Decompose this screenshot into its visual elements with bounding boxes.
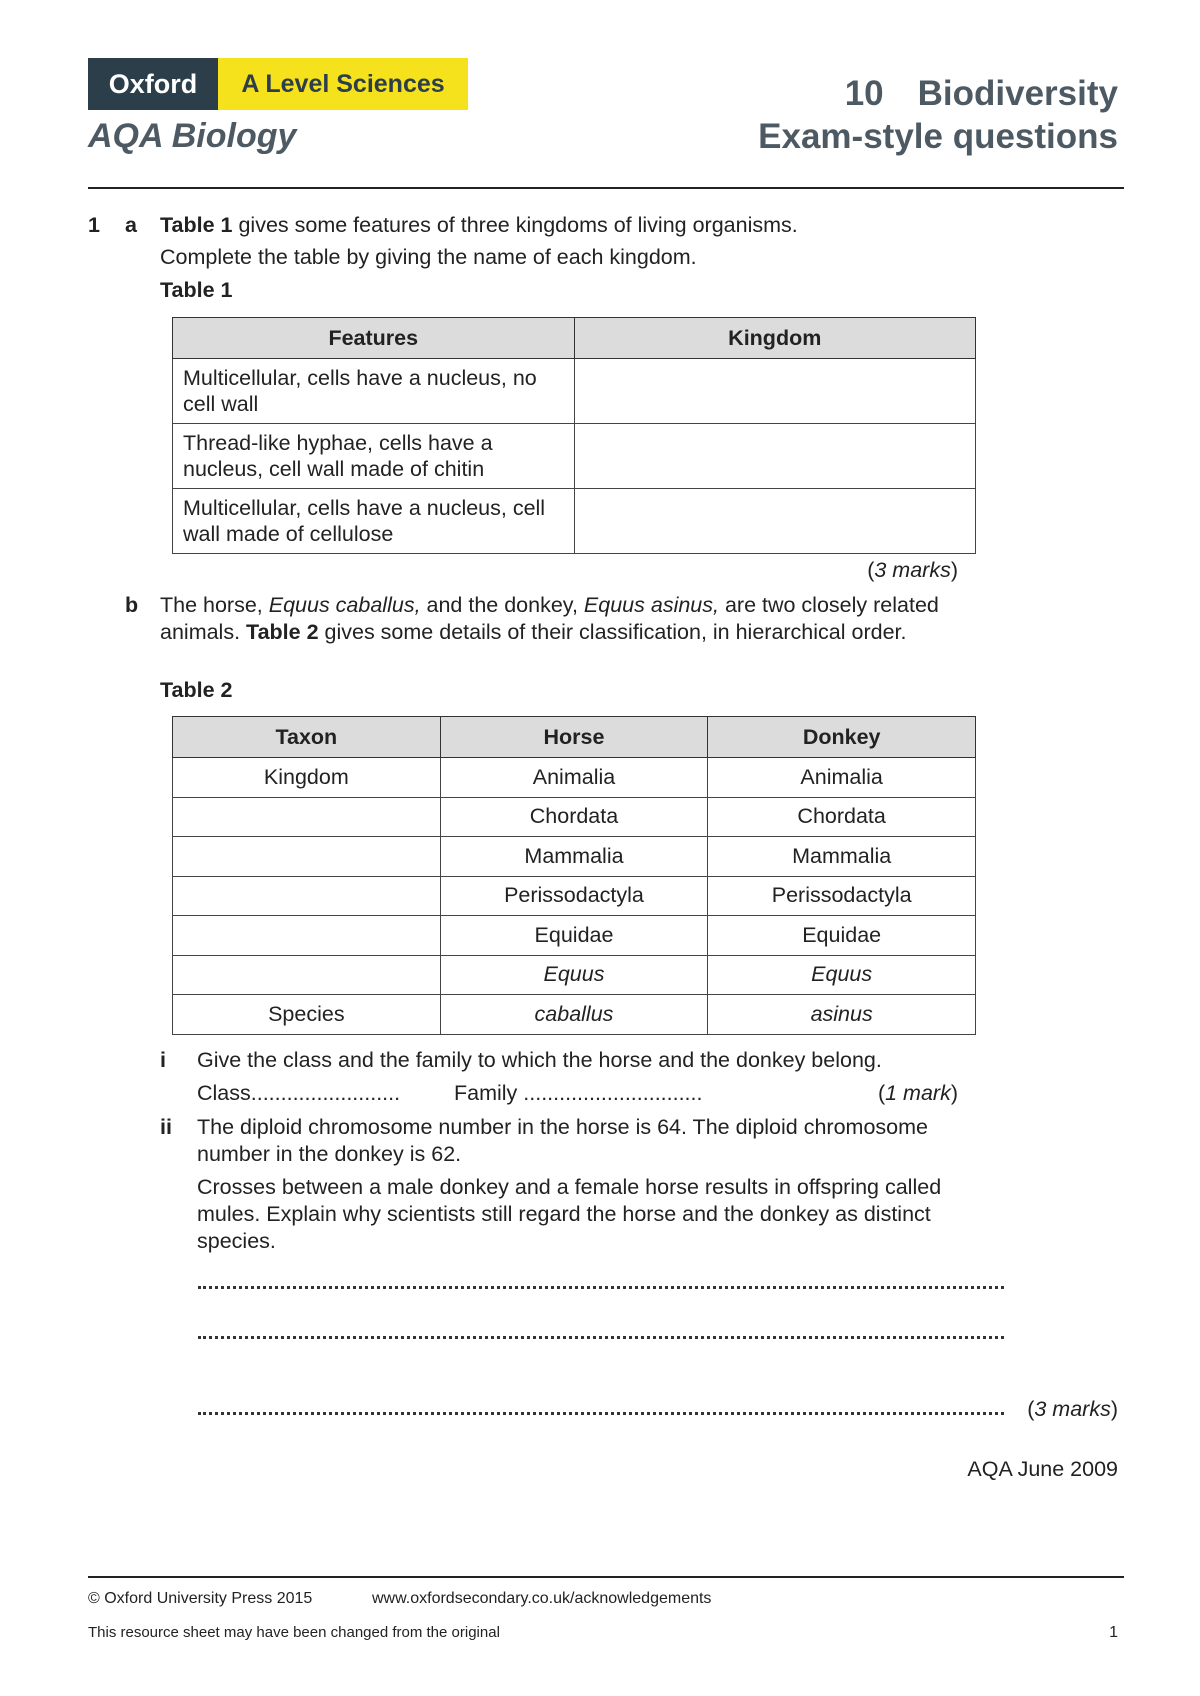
table-2 [172,716,976,1035]
taxon-cell[interactable] [173,876,441,916]
donkey-cell: Animalia [708,758,976,798]
donkey-cell: Mammalia [708,837,976,877]
answer-line[interactable] [198,1336,1004,1339]
taxon-cell: Species [173,995,441,1035]
part-a-instruction: Complete the table by giving the name of each kingdom. [160,245,697,269]
part-b-letter: b [125,593,139,617]
subject-title: AQA Biology [88,117,297,155]
footer-divider [88,1576,1124,1578]
donkey-cell: asinus [708,995,976,1035]
subpart-ii-marks: (3 marks) [1027,1397,1118,1421]
table1-header-features: Features [173,318,575,359]
table-row [173,955,976,995]
horse-cell: Equus [440,955,708,995]
question-source: AQA June 2009 [967,1457,1118,1481]
question-number: 1 [88,213,100,237]
table-row [173,424,976,489]
table2-header-donkey: Donkey [708,717,976,758]
table-row [173,837,976,877]
taxon-cell[interactable] [173,837,441,877]
taxon-cell[interactable] [173,955,441,995]
table-row [173,995,976,1035]
table1-header-kingdom: Kingdom [574,318,976,359]
horse-cell: Perissodactyla [440,876,708,916]
part-a-intro: Table 1 gives some features of three kingdoms of living organisms. [160,213,798,237]
table-row [173,876,976,916]
series-logo: A Level Sciences [218,58,468,110]
table-row [173,489,976,554]
feature-cell: Multicellular, cells have a nucleus, no cell wall [173,359,575,424]
horse-cell: caballus [440,995,708,1035]
copyright: © Oxford University Press 2015 [88,1590,313,1607]
table-row [173,797,976,837]
acknowledgements-link[interactable]: www.oxfordsecondary.co.uk/acknowledgements [372,1590,712,1607]
header-divider [88,187,1124,189]
chapter-heading [845,74,1118,114]
part-a-letter: a [125,213,137,237]
subpart-i-question: Give the class and the family to which the horse and the donkey belong. [197,1048,882,1072]
doc-type: Exam-style questions [758,117,1118,156]
table-row [173,916,976,956]
kingdom-answer-cell[interactable] [574,424,976,489]
horse-cell: Mammalia [440,837,708,877]
chapter-number: 10 [844,74,884,113]
table2-caption: Table 2 [160,678,233,702]
subpart-i-marks: (1 mark) [877,1081,958,1105]
chapter-title: Biodiversity [917,74,1118,113]
kingdom-answer-cell[interactable] [574,489,976,554]
oxford-logo: Oxford [88,58,218,110]
table-row [173,758,976,798]
subpart-ii-text2: Crosses between a male donkey and a female horse results in offspring called mules. Explain why scientists still regard the horse and the donkey as distinct species. [197,1175,942,1253]
table-row [173,359,976,424]
donkey-cell: Equus [708,955,976,995]
class-answer-field[interactable]: Class......................... [197,1081,401,1105]
part-a-marks: (3 marks) [867,558,958,582]
feature-cell: Multicellular, cells have a nucleus, cell wall made of cellulose [173,489,575,554]
page-number: 1 [1109,1624,1118,1641]
feature-cell: Thread-like hyphae, cells have a nucleus, cell wall made of chitin [173,424,575,489]
family-answer-field[interactable]: Family .............................. [454,1081,703,1105]
horse-cell: Animalia [440,758,708,798]
answer-line[interactable] [198,1412,1004,1415]
taxon-cell[interactable] [173,916,441,956]
part-b-intro: The horse, Equus caballus, and the donkey, Equus asinus, are two closely related animals. Table 2 gives some details of their classification, in hierarchical order. [160,593,939,644]
disclaimer: This resource sheet may have been changed from the original [88,1624,500,1641]
donkey-cell: Equidae [708,916,976,956]
donkey-cell: Perissodactyla [708,876,976,916]
donkey-cell: Chordata [708,797,976,837]
subpart-i-label: i [160,1048,166,1072]
table1-caption: Table 1 [160,278,233,302]
table-1 [172,317,976,554]
taxon-cell: Kingdom [173,758,441,798]
subpart-ii-label: ii [160,1115,172,1139]
kingdom-answer-cell[interactable] [574,359,976,424]
table2-header-taxon: Taxon [173,717,441,758]
horse-cell: Chordata [440,797,708,837]
taxon-cell[interactable] [173,797,441,837]
subpart-ii-text1: The diploid chromosome number in the horse is 64. The diploid chromosome number in the donkey is 62. [197,1115,928,1166]
answer-line[interactable] [198,1286,1004,1289]
table2-header-horse: Horse [440,717,708,758]
horse-cell: Equidae [440,916,708,956]
